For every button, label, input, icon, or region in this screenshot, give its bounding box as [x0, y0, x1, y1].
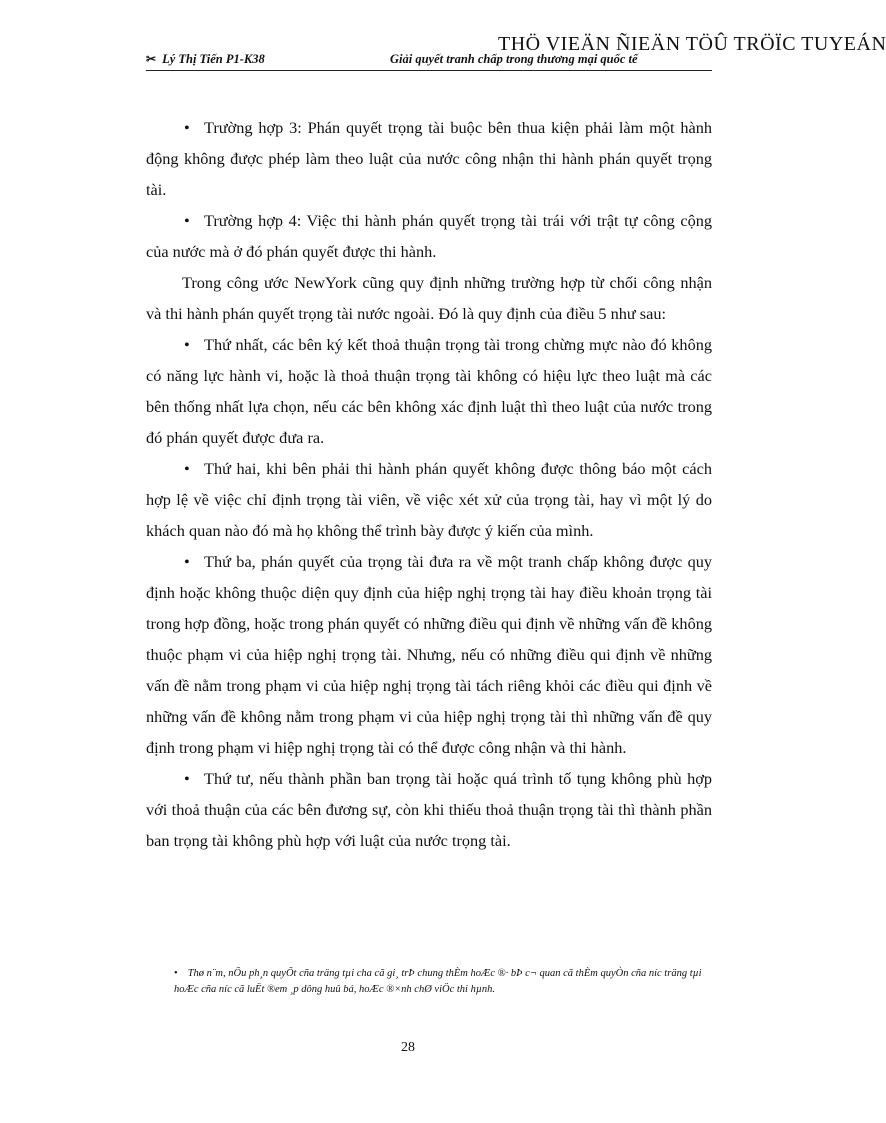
document-body	[146, 112, 712, 856]
bullet-icon: •	[184, 211, 190, 230]
bullet-icon: •	[184, 552, 190, 571]
footnote-bullet-icon: •	[174, 968, 178, 979]
bullet-icon: •	[184, 118, 190, 137]
bullet-icon: •	[184, 459, 190, 478]
footnote-text: Thø n¨m, nÕu ph¸n quyÕt cña träng tµi cha cã gi¸ trÞ chung thÈm hoÆc ®· bÞ c¬ quan cã thÈm quyÒn cña níc träng tµi hoÆc cña níc cã luËt ®em ¸p dông huû bá, hoÆc ®×nh chØ viÖc thi hµnh.	[174, 968, 702, 995]
footnote	[174, 966, 714, 998]
header-author	[146, 52, 265, 67]
bullet-paragraph	[146, 546, 712, 763]
page-number: 28	[401, 1040, 415, 1055]
bullet-paragraph	[146, 453, 712, 546]
paragraph-text: Trường hợp 4: Việc thi hành phán quyết trọng tài trái với trật tự công cộng của nước mà ở đó phán quyết được thi hành.	[146, 211, 712, 261]
paragraph-text: Thứ tư, nếu thành phần ban trọng tài hoặc quá trình tố tụng không phù hợp với thoả thuận của các bên đương sự, còn khi thiếu thoả thuận trọng tài thì thành phần ban trọng tài không phù hợp với luật của nước trọng tài.	[146, 769, 712, 850]
bullet-paragraph	[146, 763, 712, 856]
body-paragraph: Trong công ước NewYork cũng quy định những trường hợp từ chối công nhận và thi hành phán quyết trọng tài nước ngoài. Đó là quy định của điều 5 như sau:	[146, 273, 712, 323]
bullet-icon: •	[184, 335, 190, 354]
header-title: Giải quyết tranh chấp trong thương mại quốc tế	[390, 52, 638, 66]
paragraph-text: Thứ ba, phán quyết của trọng tài đưa ra về một tranh chấp không được quy định hoặc không thuộc diện quy định của hiệp nghị trọng tài hay điều khoản trọng tài trong hợp đồng, hoặc trong phán quyết có những điều qui định về những vấn đề không thuộc phạm vi của hiệp nghị trọng tài. Nhưng, nếu có những điều qui định về những vấn đề nằm trong phạm vi của hiệp nghị trọng tài tách riêng khỏi các điều qui định về những vấn đề không nằm trong phạm vi của hiệp nghị trọng tài thì những vấn đề quy định trong phạm vi hiệp nghị trọng tài có thể được công nhận và thi hành.	[146, 552, 712, 757]
header-author-text: Lý Thị Tiến P1-K38	[162, 52, 265, 66]
paragraph-text: Thứ nhất, các bên ký kết thoả thuận trọng tài trong chừng mực nào đó không có năng lực hành vi, hoặc là thoả thuận trọng tài không có hiệu lực theo luật mà các bên thống nhất lựa chọn, nếu các bên không xác định luật thì theo luật của nước trong đó phán quyết được đưa ra.	[146, 335, 712, 447]
paragraph-text: Trường hợp 3: Phán quyết trọng tài buộc bên thua kiện phải làm một hành động không được phép làm theo luật của nước công nhận thi hành phán quyết trọng tài.	[146, 118, 712, 199]
paragraph-text: Thứ hai, khi bên phải thi hành phán quyết không được thông báo một cách hợp lệ về việc chỉ định trọng tài viên, về việc xét xử của trọng tài, hay vì một lý do khách quan nào đó mà họ không thể trình bày được ý kiến của mình.	[146, 459, 712, 540]
bullet-paragraph	[146, 329, 712, 453]
bullet-paragraph	[146, 205, 712, 267]
library-watermark: THÖ VIEÄN ÑIEÄN TÖÛ TRÖÏC TUYEÁN	[498, 33, 886, 55]
bullet-paragraph	[146, 112, 712, 205]
bullet-icon: •	[184, 769, 190, 788]
scissors-icon: ✂	[146, 52, 157, 66]
